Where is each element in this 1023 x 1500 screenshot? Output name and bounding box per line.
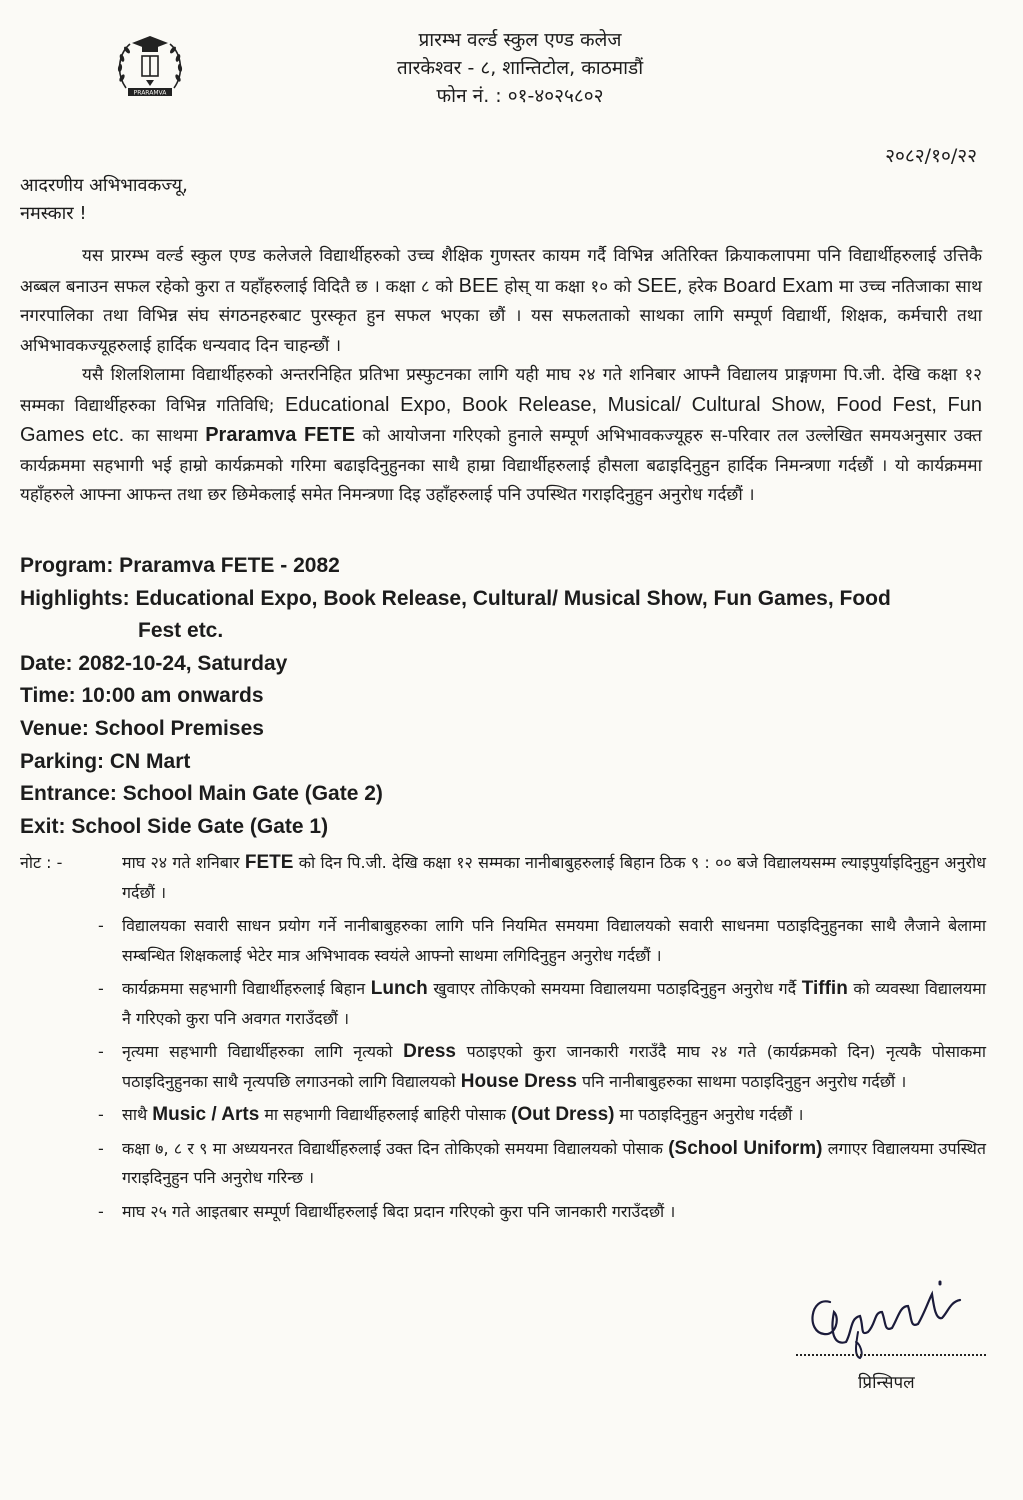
note-dash: - (98, 1105, 104, 1124)
salutation-line-1: आदरणीय अभिभावकज्यू, (20, 175, 188, 196)
letter-date: २०८२/१०/२२ (885, 145, 977, 167)
note-item (20, 1037, 986, 1096)
detail-time: Time: 10:00 am onwards (20, 684, 264, 708)
note1-fete: FETE (244, 852, 294, 873)
letterhead (320, 26, 720, 110)
para2-fete-name: Praramva FETE (205, 424, 356, 446)
school-address: तारकेश्वर - ८, शान्तिटोल, काठमाडौं (396, 57, 644, 79)
note-dash: - (98, 1201, 104, 1221)
note-dash: - (98, 979, 104, 998)
note-item (20, 974, 986, 1033)
note-item (20, 1197, 986, 1227)
salutation (20, 172, 188, 228)
detail-exit: Exit: School Side Gate (Gate 1) (20, 814, 329, 838)
note6-c: लगाएर विद्यालयमा उपस्थित गराइदिनुहुन पनि अनुरोध गरिन्छ । (122, 1138, 986, 1187)
note-spacer (20, 1100, 98, 1130)
detail-entrance: Entrance: School Main Gate (Gate 2) (20, 782, 383, 806)
note-item (20, 1100, 986, 1130)
note5-e: मा पठाइदिनुहुन अनुरोध गर्दछौं । (614, 1105, 804, 1124)
para1-board-exam: Board Exam (722, 274, 834, 297)
para1-text-e: , हरेक (676, 276, 723, 297)
school-phone: फोन नं. : ०१-४०२५८०२ (436, 85, 604, 107)
note-spacer (20, 911, 98, 970)
para2-text-c: का साथमा (124, 426, 206, 446)
note-item (20, 911, 986, 970)
note-text (122, 1037, 986, 1096)
note3-tiffin: Tiffin (801, 978, 848, 999)
paragraph-2 (20, 361, 982, 511)
note6-a: कक्षा ७, ८ र ९ मा अध्ययनरत विद्यार्थीहरुलाई उक्त दिन तोकिएको समयमा विद्यालयको पोसाक (122, 1138, 669, 1158)
note4-house-dress: House Dress (460, 1070, 577, 1092)
logo-text: PRARAMVA (133, 89, 167, 97)
para2-text-e: को आयोजना गरिएको हुनाले सम्पूर्ण अभिभावकज्यूहरु स-परिवार तल उल्लेखित समयअनुसार उक्त कार्यक्रममा सहभागी भई हाम्रो कार्यक्रमको गरिमा बढाइदिनुहुनका साथै हाम्रा विद्यार्थीहरुलाई हौसला बढाइदिनुहुन हार्दिक निमन्त्रणा गर्दछौं । यो कार्यक्रममा यहाँहरुले आफ्ना आफन्त तथा छर छिमेकलाई समेत निमन्त्रणा दिइ उहाँहरुलाई पनि उपस्थित गराइदिनुहुन अनुरोध गर्दछौं । (20, 426, 982, 505)
note-text (122, 848, 986, 907)
para1-bee: BEE (458, 274, 499, 297)
paragraph-1 (20, 242, 982, 361)
note4-dress: Dress (403, 1041, 456, 1062)
para1-text-g: मा उच्च नतिजाका साथ नगरपालिका तथा विभिन्न संघ संगठनहरुबाट पुरस्कृत हुन सफल भएका छौं । यस सफलताको साथका लागि सम्पूर्ण विद्यार्थी, शिक्षक, कर्मचारी तथा अभिभावकज्यूहरुलाई हार्दिक धन्यवाद दिन चाहन्छौं । (20, 276, 982, 356)
letter-body (20, 242, 982, 511)
note3-c: खुवाएर तोकिएको समयमा विद्यालयमा पठाइदिनुहुन अनुरोध गर्दै (427, 979, 802, 998)
note3-e: को व्यवस्था विद्यालयमा नै गरिएको कुरा पनि अवगत गराउँदछौं । (122, 979, 986, 1028)
principal-signature-icon (790, 1272, 990, 1372)
note5-a: साथै (122, 1105, 153, 1124)
note3-lunch: Lunch (370, 978, 428, 999)
note5-c: मा सहभागी विद्यार्थीहरुलाई बाहिरी पोसाक (259, 1105, 511, 1124)
event-details (20, 550, 980, 843)
note-text (122, 974, 986, 1033)
note-spacer (20, 1134, 98, 1193)
note4-a: नृत्यमा सहभागी विद्यार्थीहरुका लागि नृत्यको (122, 1042, 404, 1061)
note-dash: - (98, 916, 104, 935)
para1-text-c: होस् या कक्षा १० को (498, 276, 637, 297)
note4-e: पनि नानीबाबुहरुका साथमा पठाइदिनुहुन अनुरोध गर्दछौं । (576, 1071, 907, 1091)
note-item (20, 1134, 986, 1193)
note5-music-arts: Music / Arts (152, 1104, 260, 1125)
note-item (20, 848, 986, 907)
detail-program: Program: Praramva FETE - 2082 (20, 554, 340, 577)
principal-title: प्रिन्सिपल (858, 1373, 915, 1393)
note1-a: माघ २४ गते शनिबार (122, 853, 245, 872)
note-text (122, 1134, 986, 1193)
para1-text-a: यस प्रारम्भ वर्ल्ड स्कुल एण्ड कलेजले विद्यार्थीहरुको उच्च शैक्षिक गुणस्तर कायम गर्दै विभिन्न अतिरिक्त क्रियाकलापमा पनि विद्यार्थीहरुलाई उत्तिकै अब्बल बनाउन सफल रहेको कुरा त यहाँहरुलाई विदितै छ । कक्षा ८ को (20, 246, 982, 297)
note4-c: पठाइएको कुरा जानकारी गराउँदै माघ २४ गते (कार्यक्रमको दिन) नृत्यकै पोसाकमा पठाइदिनुहुनका साथै नृत्यपछि लगाउनको लागि विद्यालयको (122, 1042, 986, 1091)
note-spacer (20, 1197, 98, 1227)
notes-section (20, 848, 986, 1230)
detail-venue: Venue: School Premises (20, 716, 264, 740)
note-dash (98, 848, 122, 907)
note6-uniform: (School Uniform) (668, 1137, 823, 1159)
school-name: प्रारम्भ वर्ल्ड स्कुल एण्ड कलेज (418, 29, 622, 51)
para2-text-a: यसै शिलशिलामा विद्यार्थीहरुको अन्तरनिहित प्रतिभा प्रस्फुटनका लागि यही माघ २४ गते शनिबार आफ्नै विद्यालय प्राङ्गणमा पि.जी. देखि कक्षा १२ सम्मका विद्यार्थीहरुका विभिन्न गतिविधि; (20, 365, 982, 416)
notes-label: नोट : - (20, 853, 63, 872)
salutation-line-2: नमस्कार ! (20, 203, 87, 224)
note-text (122, 911, 986, 970)
note7-a: माघ २५ गते आइतबार सम्पूर्ण विद्यार्थीहरुलाई बिदा प्रदान गरिएको कुरा पनि जानकारी गराउँदछौं । (122, 1201, 676, 1221)
detail-highlights: Highlights: Educational Expo, Book Release, Cultural/ Musical Show, Fun Games, Food (20, 586, 891, 610)
para2-activities: Educational Expo, Book Release, Musical/ Cultural Show, Food Fest, Fun Games etc. (20, 393, 982, 446)
note-spacer (20, 974, 98, 1033)
detail-parking: Parking: CN Mart (20, 749, 191, 773)
detail-date: Date: 2082-10-24, Saturday (20, 651, 288, 675)
detail-highlights-cont: Fest etc. (138, 619, 224, 643)
signature-line (796, 1354, 986, 1356)
note5-out-dress: (Out Dress) (511, 1104, 615, 1125)
note1-c: को दिन पि.जी. देखि कक्षा १२ सम्मका नानीबाबुहरुलाई बिहान ठिक ९ : ०० बजे विद्यालयसम्म ल्याइपुर्याइदिनुहुन अनुरोध गर्दछौं । (122, 853, 986, 902)
school-logo-icon (112, 28, 188, 104)
note-spacer (20, 1037, 98, 1096)
note-text (122, 1100, 986, 1130)
note-dash: - (98, 1138, 104, 1158)
note3-a: कार्यक्रममा सहभागी विद्यार्थीहरुलाई बिहान (122, 979, 371, 998)
note-dash: - (98, 1042, 104, 1061)
para1-see: SEE (636, 274, 677, 297)
note-text (122, 1197, 986, 1227)
note2-a: विद्यालयका सवारी साधन प्रयोग गर्ने नानीबाबुहरुका लागि पनि नियमित समयमा विद्यालयको सवारी साधनमा पठाइदिनुहुनका साथै लैजाने बेलामा सम्बन्धित शिक्षकलाई भेटेर मात्र अभिभावक स्वयंले आफ्नो साथमा लगिदिनुहुन अनुरोध गर्दछौं । (122, 916, 986, 965)
